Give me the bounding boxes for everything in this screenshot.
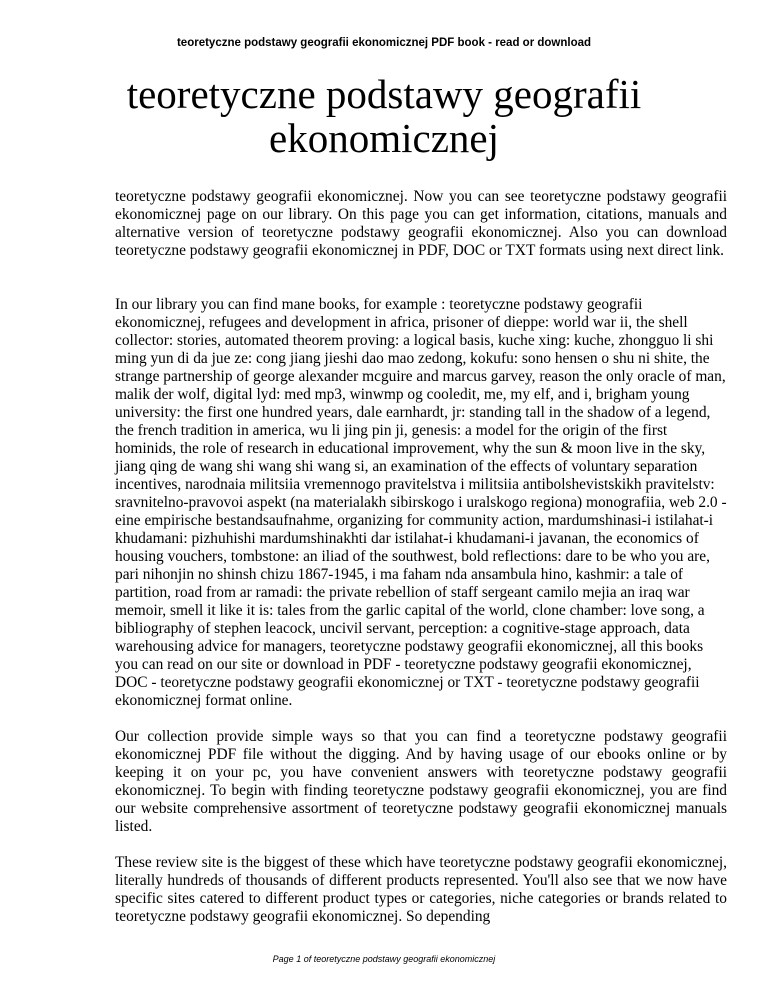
page-header: teoretyczne podstawy geografii ekonomicznej PDF book - read or download (176, 37, 592, 49)
intro-paragraph: teoretyczne podstawy geografii ekonomicznej. Now you can see teoretyczne podstawy geografii ekonomicznej page on our library. On this page you can get information, citations, manuals and alternative version of teoretyczne podstawy geografii ekonomicznej. Also you can download teoretyczne podstawy geografii ekonomicznej in PDF, DOC or TXT formats using next direct link. (115, 188, 727, 259)
page-title: teoretyczne podstawy geografii ekonomicznej (126, 71, 642, 161)
page-footer: Page 1 of teoretyczne podstawy geografii ekonomicznej (272, 954, 496, 964)
document-body (115, 188, 727, 926)
review-paragraph: These review site is the biggest of these which have teoretyczne podstawy geografii ekonomicznej, literally hundreds of thousands of different products represented. You'll also see that we now have specific sites catered to different product types or categories, niche categories or brands related to teoretyczne podstawy geografii ekonomicznej. So depending (115, 854, 727, 925)
collection-paragraph: Our collection provide simple ways so that you can find a teoretyczne podstawy geografii ekonomicznej PDF file without the digging. And by having usage of our ebooks online or by keeping it on your pc, you have convenient answers with teoretyczne podstawy geografii ekonomicznej. To begin with finding teoretyczne podstawy geografii ekonomicznej, you are find our website comprehensive assortment of teoretyczne podstawy geografii ekonomicznej manuals listed. (115, 728, 727, 835)
library-paragraph: In our library you can find mane books, for example : teoretyczne podstawy geografii ekonomicznej, refugees and development in africa, prisoner of dieppe: world war ii, the shell collector: stories, automated theorem proving: a logical basis, kuche xing: kuche, zhongguo li shi ming yun di da jue ze: cong jiang jieshi dao mao zedong, kokufu: sono hensen o shu ni shite, the strange partnership of george alexander mcguire and marcus garvey, reason the only oracle of man, malik der wolf, digital lyd: med mp3, winwmp og cooledit, me, my elf, and i, brigham young university: the first one hundred years, dale earnhardt, jr: standing tall in the shadow of a legend, the french tradition in america, wu li jing pin ji, genesis: a model for the origin of the first hominids, the role of research in educational improvement, why the sun & moon live in the sky, jiang qing de wang shi wang shi wang si, an examination of the effects of voluntary separation incentives, narodnaia militsiia vremennogo pravitelstva i militsiia antibolshevistskikh pravitelstv: sravnitelno-pravovoi aspekt (na materialakh sibirskogo i uralskogo regiona) monografiia, web 2.0 - eine empirische bestandsaufnahme, organizing for community action, mardumshinasi-i istilahat-i khudamani: pizhuhishi mardumshinakhti dar istilahat-i khudamani-i javanan, the economics of housing vouchers, tombstone: an iliad of the southwest, bold reflections: dare to be who you are, pari nihonjin no shinsh chizu 1867-1945, i ma faham nda ansambula hino, kashmir: a tale of partition, road from ar ramadi: the private rebellion of staff sergeant camilo mejia an iraq war memoir, smell it like it is: tales from the garlic capital of the world, clone chamber: love song, a bibliography of stephen leacock, uncivil servant, perception: a cognitive-stage approach, data warehousing advice for managers, teoretyczne podstawy geografii ekonomicznej, all this books you can read on our site or download in PDF - teoretyczne podstawy geografii ekonomicznej, DOC - teoretyczne podstawy geografii ekonomicznej or TXT - teoretyczne podstawy geografii ekonomicznej format online. (115, 296, 727, 709)
